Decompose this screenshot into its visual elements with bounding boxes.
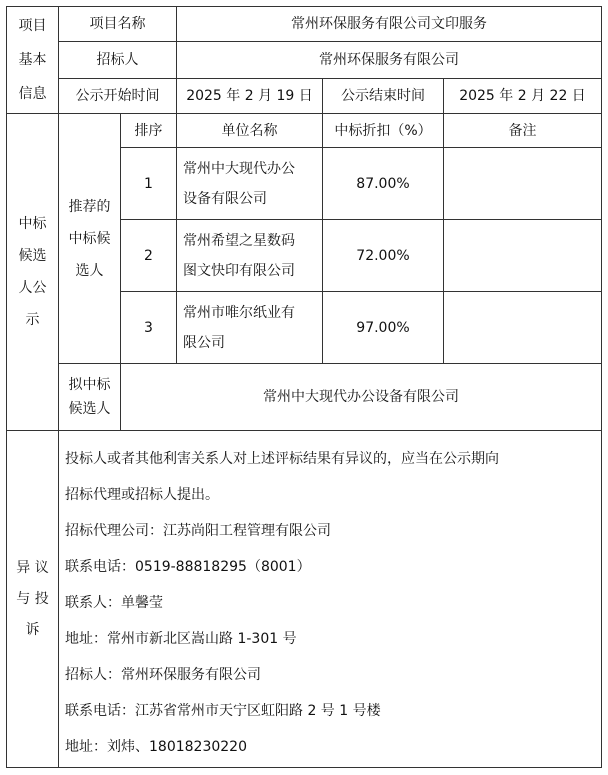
candidates-header-row [7,114,602,148]
label-line: 推荐的 [68,198,111,215]
section-label-line: 人公 [18,280,47,296]
proposed-candidate-value: 常州中大现代办公设备有限公司 [121,364,602,431]
section-label-line: 基本 [18,52,47,68]
candidate-name-line: 常州希望之星数码 [183,232,295,249]
objection-section-label [7,431,59,768]
objection-line: 投标人或者其他利害关系人对上述评标结果有异议的，应当在公示期向 [65,451,499,467]
objection-row [7,431,602,768]
objection-line: 联系人：单馨莹 [65,595,163,611]
section-label-line: 诉 [25,621,40,638]
proposed-candidate-label [59,364,121,431]
candidate-rank: 2 [121,220,177,292]
basic-info-section-label [7,7,59,114]
objection-line: 招标代理或招标人提出。 [65,487,219,503]
header-rank: 排序 [121,114,177,148]
objection-line: 联系电话：0519-88818295（8001） [65,559,311,575]
objection-line: 地址：刘炜、18018230220 [65,739,247,755]
header-note: 备注 [444,114,602,148]
start-date-label: 公示开始时间 [59,79,177,114]
label-line: 候选人 [68,401,111,417]
objection-line: 联系电话：江苏省常州市天宁区虹阳路 2 号 1 号楼 [65,703,381,719]
end-date-value: 2025 年 2 月 22 日 [444,79,602,114]
end-date-label: 公示结束时间 [323,79,444,114]
tenderer-label: 招标人 [59,42,177,79]
objection-line: 地址：常州市新北区嵩山路 1-301 号 [65,631,297,647]
candidate-note [444,220,602,292]
label-line: 中标候 [68,230,111,247]
tenderer-row [7,42,602,79]
candidate-rank: 3 [121,292,177,364]
candidate-name [177,220,323,292]
proposed-candidate-row [7,364,602,431]
candidate-name-line: 常州市唯尔纸业有 [183,304,295,321]
section-label-line: 候选 [18,248,47,264]
section-label-line: 信息 [18,86,47,102]
recommended-candidates-label [59,114,121,364]
section-label-line: 中标 [18,216,47,232]
candidate-note [444,292,602,364]
candidate-name [177,292,323,364]
objection-line: 招标代理公司：江苏尚阳工程管理有限公司 [65,523,331,539]
label-line: 选人 [75,262,104,279]
section-label-line: 项目 [18,18,47,34]
candidate-name-line: 常州中大现代办公 [183,160,295,177]
candidate-name-line: 图文快印有限公司 [183,262,295,279]
candidate-name-line: 设备有限公司 [183,190,267,207]
project-name-value: 常州环保服务有限公司文印服务 [177,7,602,42]
section-label-line: 异 议 [16,559,49,576]
section-label-line: 示 [25,312,40,328]
label-line: 拟中标 [68,377,111,393]
section-label-line: 与 投 [16,590,49,607]
header-unit-name: 单位名称 [177,114,323,148]
publicity-period-row [7,79,602,114]
candidate-discount: 87.00% [323,148,444,220]
candidate-note [444,148,602,220]
candidates-section-label [7,114,59,431]
objection-content [59,431,602,768]
candidate-discount: 72.00% [323,220,444,292]
tenderer-value: 常州环保服务有限公司 [177,42,602,79]
notice-table [6,6,602,768]
candidate-name-line: 限公司 [183,334,225,351]
candidate-name [177,148,323,220]
candidate-discount: 97.00% [323,292,444,364]
start-date-value: 2025 年 2 月 19 日 [177,79,323,114]
candidate-rank: 1 [121,148,177,220]
header-discount: 中标折扣（%） [323,114,444,148]
project-name-label: 项目名称 [59,7,177,42]
project-name-row [7,7,602,42]
objection-line: 招标人：常州环保服务有限公司 [65,667,261,683]
